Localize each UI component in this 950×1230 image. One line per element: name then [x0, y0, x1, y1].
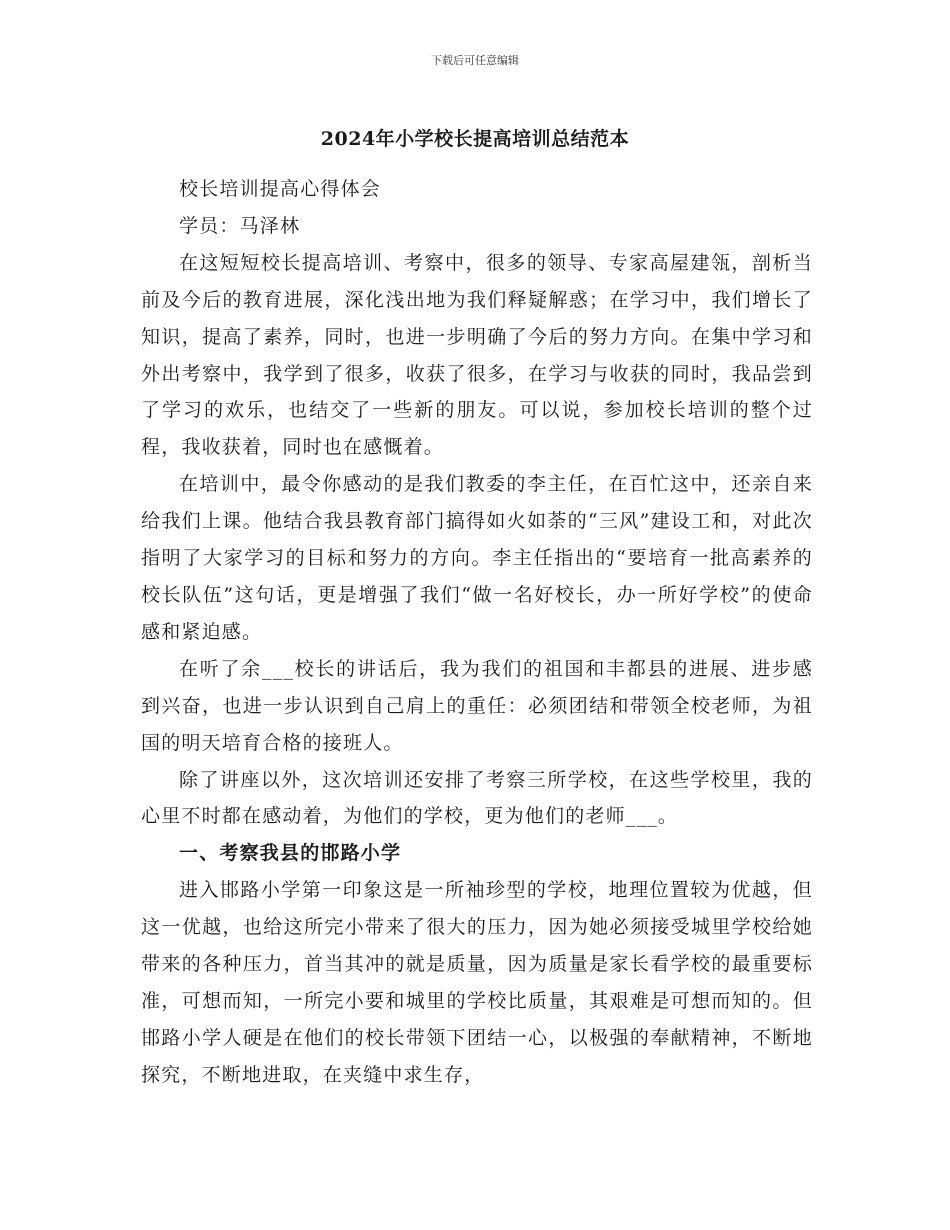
- page-header-note: 下载后可任意编辑: [431, 54, 519, 67]
- document-title: 2024年小学校长提高培训总结范本: [320, 128, 630, 150]
- section-heading: 一、考察我县的邯路小学: [179, 842, 402, 865]
- subtitle-paragraph: 校长培训提高心得体会: [179, 178, 382, 200]
- body-paragraph: 在这短短校长提高培训、考察中，很多的领导、专家高屋建瓴，剖析当前及今后的教育进展，深化浅出地为我们释疑解惑；在学习中，我们增长了知识，提高了素养，同时，也进一步明确了今后的努力方向。在集中学习和外出考察中，我学到了很多，收获了很多，在学习与收获的同时，我品尝到了学习的欢乐，也结交了一些新的朋友。可以说，参加校长培训的整个过程，我收获着，同时也在感慨着。: [141, 251, 813, 459]
- document-body: [141, 171, 813, 1094]
- body-paragraph: 在听了余___校长的讲话后，我为我们的祖国和丰都县的进展、进步感到兴奋，也进一步认识到自己肩上的重任：必须团结和带领全校老师，为祖国的明天培育合格的接班人。: [141, 657, 813, 754]
- body-paragraph: 进入邯路小学第一印象这是一所袖珍型的学校，地理位置较为优越，但这一优越，也给这所完小带来了很大的压力，因为她必须接受城里学校给她带来的各种压力，首当其冲的就是质量，因为质量是家长看学校的最重要标准，可想而知，一所完小要和城里的学校比质量，其艰难是可想而知的。但邯路小学人硬是在他们的校长带领下团结一心，以极强的奉献精神，不断地探究，不断地进取，在夹缝中求生存，: [141, 879, 813, 1086]
- author-paragraph: 学员：马泽林: [179, 214, 301, 237]
- body-paragraph: 除了讲座以外，这次培训还安排了考察三所学校，在这些学校里，我的心里不时都在感动着，为他们的学校，更为他们的老师___。: [141, 768, 813, 828]
- body-paragraph: 在培训中，最令你感动的是我们教委的李主任，在百忙这中，还亲自来给我们上课。他结合我县教育部门搞得如火如荼的“三风”建设工和，对此次指明了大家学习的目标和努力的方向。李主任指出的“要培育一批高素养的校长队伍”这句话，更是增强了我们“做一名好校长，办一所好学校”的使命感和紧迫感。: [141, 473, 813, 643]
